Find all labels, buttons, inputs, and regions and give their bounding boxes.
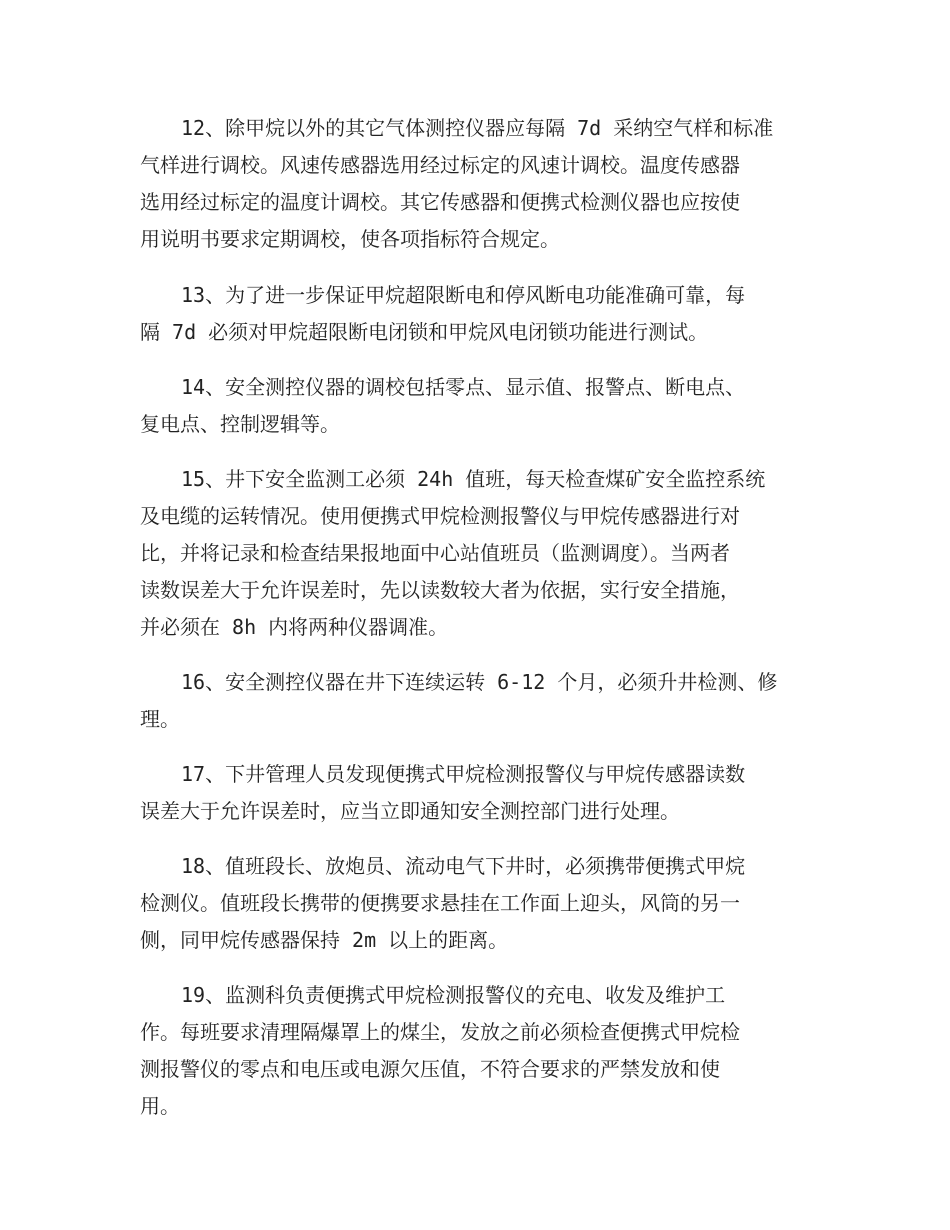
text-line: 用。	[140, 1094, 180, 1118]
text-line: 理。	[140, 707, 180, 731]
text-line: 14、安全测控仪器的调校包括零点、显示值、报警点、断电点、	[181, 375, 746, 399]
text-line: 误差大于允许误差时，应当立即通知安全测控部门进行处理。	[140, 799, 680, 823]
text-line: 选用经过标定的温度计调校。其它传感器和便携式检测仪器也应按使	[140, 190, 740, 214]
text-line: 复电点、控制逻辑等。	[140, 412, 340, 436]
text-line: 18、值班段长、放炮员、流动电气下井时，必须携带便携式甲烷	[181, 854, 746, 878]
text-line: 隔 7d 必须对甲烷超限断电闭锁和甲烷风电闭锁功能进行测试。	[140, 320, 709, 344]
text-line: 检测仪。值班段长携带的便携要求悬挂在工作面上迎头，风筒的另一	[140, 891, 740, 915]
text-line: 19、监测科负责便携式甲烷检测报警仪的充电、收发及维护工	[181, 983, 726, 1007]
text-line: 12、除甲烷以外的其它气体测控仪器应每隔 7d 采纳空气样和标准	[181, 116, 774, 140]
text-line: 及电缆的运转情况。使用便携式甲烷检测报警仪与甲烷传感器进行对	[140, 504, 740, 528]
text-line: 16、安全测控仪器在井下连续运转 6-12 个月，必须升井检测、修	[181, 670, 778, 694]
text-line: 比，并将记录和检查结果报地面中心站值班员（监测调度）。当两者	[140, 541, 730, 565]
text-line: 17、下井管理人员发现便携式甲烷检测报警仪与甲烷传感器读数	[181, 762, 746, 786]
text-line: 测报警仪的零点和电压或电源欠压值，不符合要求的严禁发放和使	[140, 1057, 720, 1081]
text-line: 并必须在 8h 内将两种仪器调准。	[140, 615, 449, 639]
text-line: 读数误差大于允许误差时，先以读数较大者为依据，实行安全措施，	[140, 578, 740, 602]
text-line: 13、为了进一步保证甲烷超限断电和停风断电功能准确可靠，每	[181, 283, 746, 307]
text-line: 侧，同甲烷传感器保持 2m 以上的距离。	[140, 928, 509, 952]
text-line: 气样进行调校。风速传感器选用经过标定的风速计调校。温度传感器	[140, 153, 740, 177]
text-line: 作。每班要求清理隔爆罩上的煤尘，发放之前必须检查便携式甲烷检	[140, 1020, 740, 1044]
text-line: 15、井下安全监测工必须 24h 值班，每天检查煤矿安全监控系统	[181, 467, 766, 491]
text-line: 用说明书要求定期调校，使各项指标符合规定。	[140, 227, 560, 251]
